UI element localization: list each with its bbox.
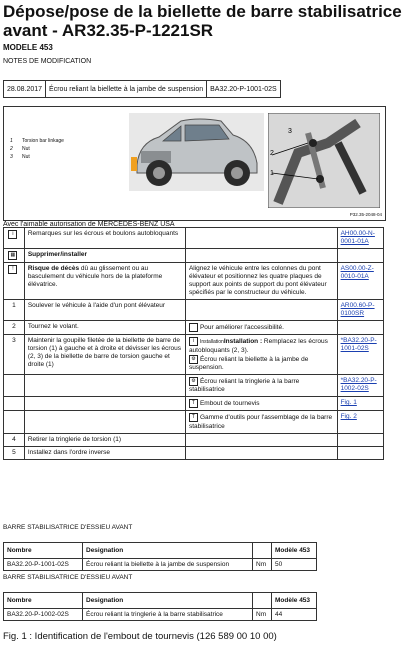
figure-1-caption: Fig. 1 : Identification de l'embout de tournevis (126 589 00 10 00)	[3, 631, 277, 642]
fig-link[interactable]: Fig. 2	[340, 413, 357, 421]
vehicle-figure	[3, 106, 386, 221]
model-label: MODELE 453	[3, 43, 53, 52]
notes-heading: NOTES DE MODIFICATION	[3, 58, 92, 65]
install-icon: i	[189, 337, 198, 346]
wrench-icon: ⚙	[189, 355, 198, 364]
table-row: BA32.20-P-1001-02S Écrou reliant la biellette à la jambe de suspension Nm 50	[4, 559, 317, 571]
table-row: 4 Retirer la tringlerie de torsion (1)	[4, 433, 384, 446]
figure-legend: 1 Torsion bar linkage 2 Nut 3 Nut	[10, 138, 64, 160]
table-row: T Gamme d'outils pour l'assemblage de la barre stabilisatrice Fig. 2	[4, 411, 384, 433]
table-row: i Remarques sur les écrous et boulons autobloquants AH00.00-N-0001-01A	[4, 228, 384, 249]
tool-icon: T	[189, 399, 198, 408]
callout-2: 2	[270, 150, 274, 157]
table-row: ! Risque de décès dû au glissement ou au basculement du véhicule hors de la plateforme élévatrice. Alignez le véhicule entre les colonnes du pont élévateur et positionnez les quatre plaques de support aux points de support du pont élévateur spécifiés par le constructeur du véhicule. AS00.00-Z-0010-01A	[4, 263, 384, 300]
grid-icon: ▦	[8, 251, 17, 260]
wrench-icon: ⚙	[189, 377, 198, 386]
table-row: 3 Maintenir la goupille filetée de la biellette de barre de torsion (1) à gauche et à droite et dévisser les écrous (2, 3) de la biellette de barre de torsion gauche et droite (1) i InstallationInstallation : Remplacez les écrous autobloquants (2, 3). ⚙ Écrou reliant la biellette à la jambe de suspension. *BA32.20-P-1001-02S	[4, 335, 384, 374]
checkbox-icon	[189, 323, 198, 332]
figure-caption: Avec l'aimable autorisation de MERCEDES-BENZ USA	[3, 221, 175, 228]
table-row: T Embout de tournevis Fig. 1	[4, 397, 384, 411]
modification-table	[3, 80, 281, 98]
linkage-detail-illustration	[268, 113, 380, 208]
mod-date: 28.08.2017	[4, 81, 46, 98]
table-row: 5 Installez dans l'ordre inverse	[4, 446, 384, 459]
note-icon: i	[8, 230, 17, 239]
table-row: 2 Tournez le volant. Pour améliorer l'accessibilité.	[4, 321, 384, 335]
torque-table: Nombre Designation Modèle 453 BA32.20-P-1002-02S Écrou reliant la tringlerie à la barre stabilisatrice Nm 44	[3, 592, 317, 621]
procedure-table	[3, 227, 384, 460]
callout-3: 3	[288, 128, 292, 135]
callout-1: 1	[270, 170, 274, 177]
mod-text: Écrou reliant la biellette à la jambe de suspension	[46, 81, 207, 98]
figure-code: P32.35-2048-04	[349, 212, 382, 217]
ref-link[interactable]: AH00.00-N-0001-01A	[340, 230, 375, 245]
table-row: ⚙ Écrou reliant la tringlerie à la barre stabilisatrice *BA32.20-P-1002-02S	[4, 374, 384, 396]
table-row: BA32.20-P-1002-02S Écrou reliant la tringlerie à la barre stabilisatrice Nm 44	[4, 609, 317, 621]
page-title: Dépose/pose de la biellette de barre stabilisatrice avant - AR32.35-P-1221SR	[3, 2, 402, 40]
mod-ref: BA32.20-P-1001-02S	[207, 81, 281, 98]
ref-link[interactable]: *BA32.20-P-1002-02S	[340, 376, 377, 392]
ref-link[interactable]: AS00.00-Z-0010-01A	[340, 265, 374, 281]
section-title: BARRE STABILISATRICE D'ESSIEU AVANT	[3, 524, 133, 531]
car-illustration	[129, 113, 264, 191]
tool-icon: T	[189, 413, 198, 422]
table-row: 1 Soulever le véhicule à l'aide d'un pont élévateur AR00.60-P-0100SR	[4, 300, 384, 321]
warning-icon: !	[8, 265, 17, 274]
ref-link[interactable]: AR00.60-P-0100SR	[340, 302, 375, 318]
fig-link[interactable]: Fig. 1	[340, 399, 357, 407]
section-title: BARRE STABILISATRICE D'ESSIEU AVANT	[3, 574, 133, 581]
torque-table: Nombre Designation Modèle 453 BA32.20-P-1001-02S Écrou reliant la biellette à la jambe de suspension Nm 50	[3, 542, 317, 571]
ref-link[interactable]: *BA32.20-P-1001-02S	[340, 337, 377, 353]
table-row: ▦ Supprimer/installer	[4, 249, 384, 263]
